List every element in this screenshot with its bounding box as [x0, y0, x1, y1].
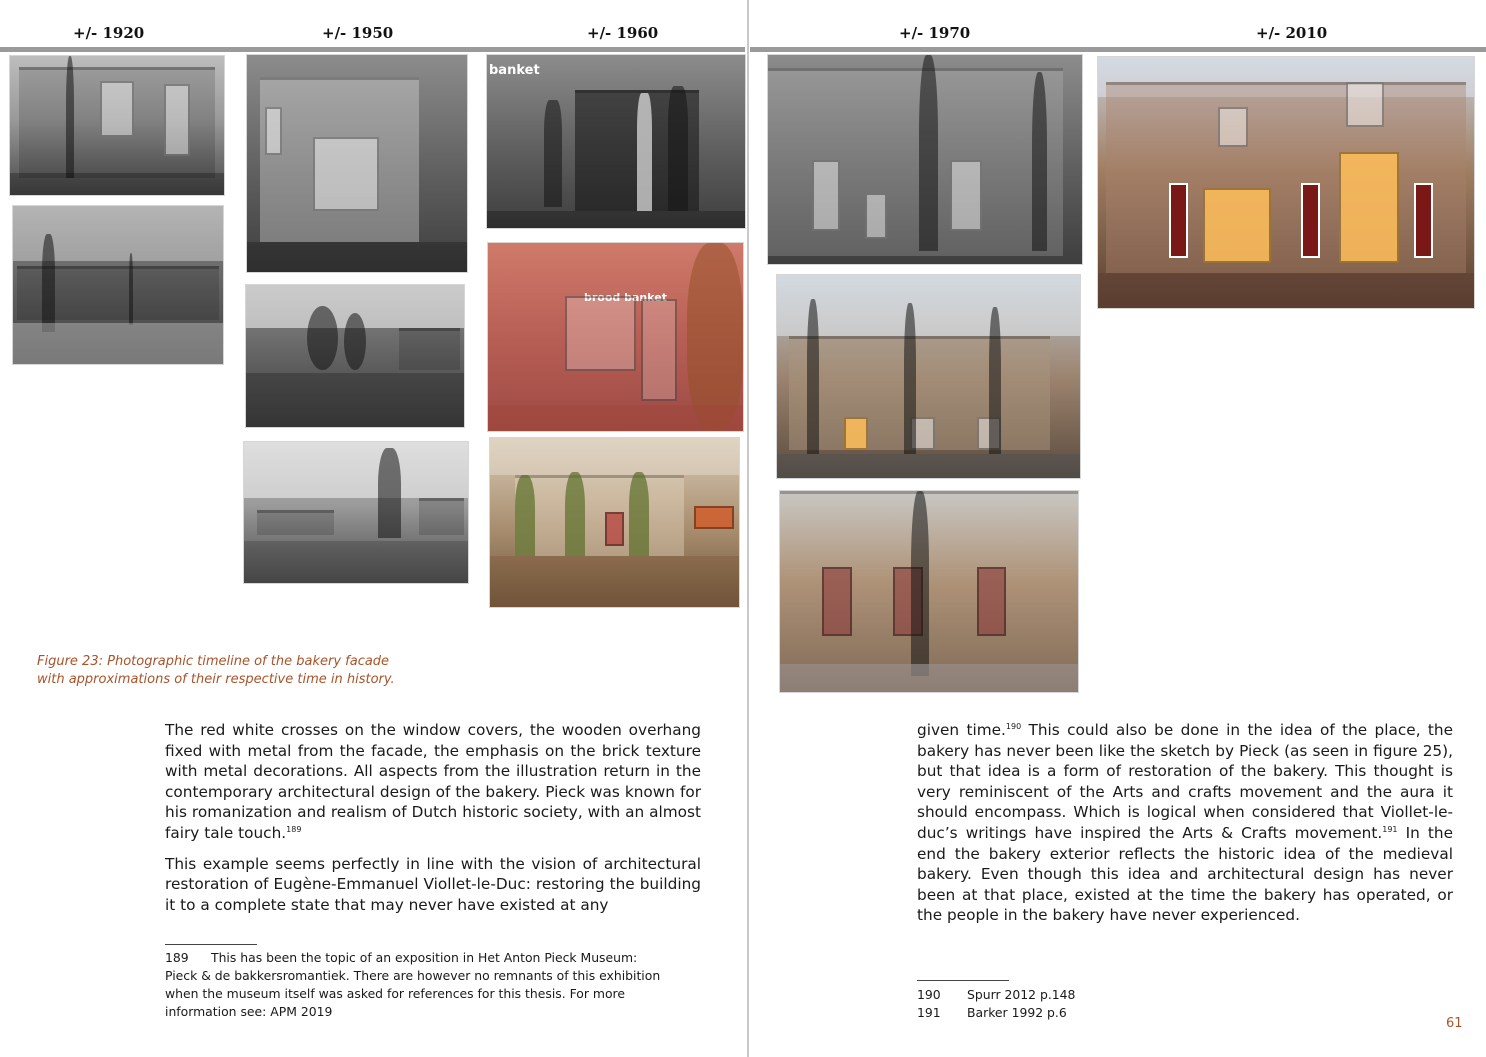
footnote-text-first: This has been the topic of an exposition in Het Anton Pieck Museum:	[211, 950, 638, 965]
photo-1960-trimmed-trees	[489, 437, 740, 608]
photo-1960-doorway-people	[486, 54, 746, 229]
right-paragraph-1: given time.$^{190}$ This could also be done in the idea of the place, the bakery has never been like the sketch by Pieck (as seen in figure 25), but that idea is a form of restoration of the bakery. This thought is very reminiscent of the Arts and crafts movement and the aura it should encompass. Which is logical when considered that Viollet-le-duc’s writings have inspired the Arts & Crafts movement.$^{191}$ In the end the bakery exterior reflects the historic idea of the medieval bakery. Even though this idea and architectural design has never been at that place, existed at the time the bakery has operated, or the people in the bakery have never experienced.	[917, 721, 1453, 925]
footnote-number: 189	[165, 950, 189, 965]
header-rule-left	[0, 47, 745, 52]
footnotes-right	[917, 986, 1217, 1022]
photo-1950-storefront	[246, 54, 468, 273]
photo-1970-facade-car	[776, 274, 1081, 479]
left-paragraph-1: The red white crosses on the window covers, the wooden overhang fixed with metal from the facade, the emphasis on the brick texture with metal decorations. All aspects from the illustration return in the contemporary architectural design of the bakery. Pieck was known for his romanization and realism of Dutch historic society, with an almost fairy tale touch.$^{189}$	[165, 721, 701, 842]
photo-1960-window-red	[487, 242, 744, 432]
footnote-191	[917, 1004, 1217, 1022]
left-paragraph-2: This example seems perfectly in line with the vision of architectural restoration of Eugène-Emmanuel Viollet-le-Duc: restoring the building it to a complete state that may never have existed at any	[165, 854, 701, 914]
figure-caption-line-2: with approximations of their respective time in history.	[37, 672, 395, 687]
era-heading-1920: +/- 1920	[73, 24, 145, 42]
book-spine	[747, 0, 749, 1057]
header-rule-right	[750, 47, 1486, 52]
photo-1970-facade-trees	[767, 54, 1083, 265]
era-heading-1950: +/- 1950	[322, 24, 394, 42]
footnote-number: 191	[917, 1005, 941, 1020]
right-body-text	[917, 720, 1453, 936]
photo-1950-street-trees	[243, 441, 469, 584]
era-heading-2010: +/- 2010	[1256, 24, 1328, 42]
sign-banket: banket	[489, 63, 540, 78]
footnote-divider-right	[917, 980, 1009, 981]
footnote-189	[165, 949, 685, 1021]
footnote-text: Spurr 2012 p.148	[967, 987, 1076, 1002]
figure-caption-line-1: Figure 23: Photographic timeline of the bakery facade	[37, 654, 390, 669]
photo-2010-contemporary-facade	[1097, 56, 1475, 309]
footnote-text: Barker 1992 p.6	[967, 1005, 1067, 1020]
figure-caption	[37, 653, 437, 689]
sign-brood-banket: brood banket	[584, 291, 667, 304]
footnote-ref-191[interactable]: 191	[1382, 824, 1398, 834]
left-body-text	[165, 720, 701, 925]
footnote-ref-190[interactable]: 190	[1005, 721, 1022, 731]
footnote-190	[917, 986, 1217, 1004]
era-heading-1960: +/- 1960	[587, 24, 659, 42]
footnote-divider-left	[165, 944, 257, 945]
photo-1970-facade-bicycles	[779, 490, 1079, 693]
footnote-ref-189[interactable]: 189	[286, 824, 302, 834]
photo-1950-street-postcard	[245, 284, 465, 428]
photo-1920-street	[12, 205, 224, 365]
era-heading-1970: +/- 1970	[899, 24, 971, 42]
footnote-text-rest: Pieck & de bakkersromantiek. There are however no remnants of this exhibition when the museum itself was asked for references for this thesis. For more information see: APM 2019	[165, 968, 661, 1019]
photo-1920-facade	[9, 55, 225, 196]
footnote-number: 190	[917, 987, 941, 1002]
page-number: 61	[1446, 1016, 1463, 1031]
